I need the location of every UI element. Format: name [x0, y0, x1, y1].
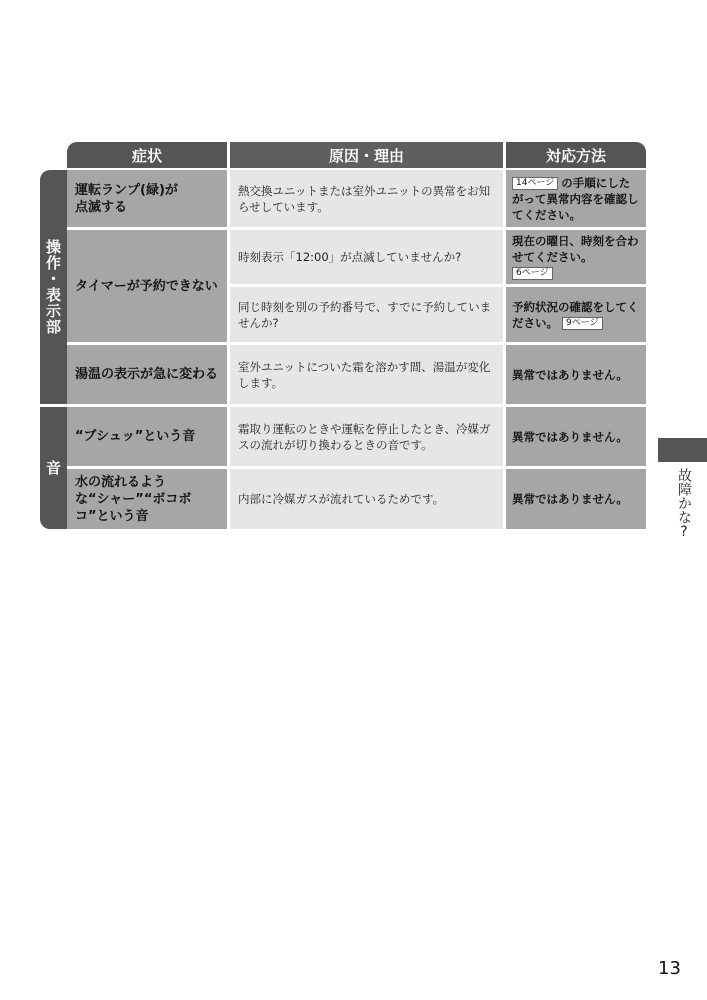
- symptom-cell: [67, 345, 227, 404]
- cause-text: 室外ユニットについた霜を溶かす間、湯温が変化します。: [238, 359, 491, 390]
- group-label-text: 音: [44, 460, 62, 476]
- fix-text: 現在の曜日、時刻を合わせてください。: [512, 234, 639, 264]
- cause-cell: [230, 469, 503, 529]
- fix-cell: [506, 170, 646, 227]
- cause-text: 同じ時刻を別の予約番号で、すでに予約していませんか?: [238, 299, 492, 330]
- cause-cell: [230, 170, 503, 227]
- header-symptom: 症状: [67, 142, 227, 168]
- symptom-cell: [67, 170, 227, 227]
- symptom-text: タイマーが予約できない: [75, 278, 218, 294]
- symptom-text: 湯温の表示が急に変わる: [75, 367, 219, 382]
- fix-cell: [506, 469, 646, 529]
- cause-cell: [230, 345, 503, 404]
- section-tab-marker: [658, 438, 707, 462]
- group-label-operation-display: [40, 170, 67, 404]
- fix-cell: [506, 287, 646, 342]
- cause-cell: [230, 287, 503, 342]
- fix-cell: [506, 345, 646, 404]
- symptom-cell: [67, 230, 227, 342]
- fix-text: の手順にしたがって異常内容を確認してください。: [512, 175, 639, 222]
- cause-text: 熱交換ユニットまたは室外ユニットの異常をお知らせしています。: [238, 183, 491, 214]
- fix-cell: [506, 230, 646, 284]
- symptom-text: 運転ランプ(緑)が点滅する: [75, 182, 178, 215]
- section-tab-label: 故障かな?: [676, 468, 692, 540]
- symptom-text: 水の流れるような“シャー”“ボコボコ”という音: [75, 474, 192, 524]
- group-label-sound: [40, 407, 67, 529]
- fix-text: 予約状況の確認をしてください。: [512, 299, 639, 330]
- page-reference[interactable]: 9ページ: [562, 317, 603, 330]
- fix-cell: [506, 407, 646, 466]
- fix-text: 異常ではありません。: [512, 429, 628, 444]
- cause-cell: [230, 407, 503, 466]
- symptom-cell: [67, 469, 227, 529]
- symptom-text: “ブシュッ”という音: [75, 429, 196, 444]
- fix-text: 異常ではありません。: [512, 492, 628, 506]
- cause-text: 時刻表示「12:00」が点滅していませんか?: [238, 250, 462, 264]
- symptom-cell: [67, 407, 227, 466]
- cause-cell: [230, 230, 503, 284]
- page-reference[interactable]: 14ページ: [512, 177, 558, 190]
- group-label-text: 操作・表示部: [44, 239, 62, 335]
- cause-text: 内部に冷媒ガスが流れているためです。: [238, 492, 445, 506]
- header-cause: 原因・理由: [230, 142, 503, 168]
- page-number: 13: [658, 958, 681, 979]
- header-fix: 対応方法: [506, 142, 646, 168]
- fix-text: 異常ではありません。: [512, 367, 628, 382]
- page-reference[interactable]: 6ページ: [512, 267, 553, 280]
- cause-text: 霜取り運転のときや運転を停止したとき、冷媒ガスの流れが切り換わるときの音です。: [238, 421, 491, 452]
